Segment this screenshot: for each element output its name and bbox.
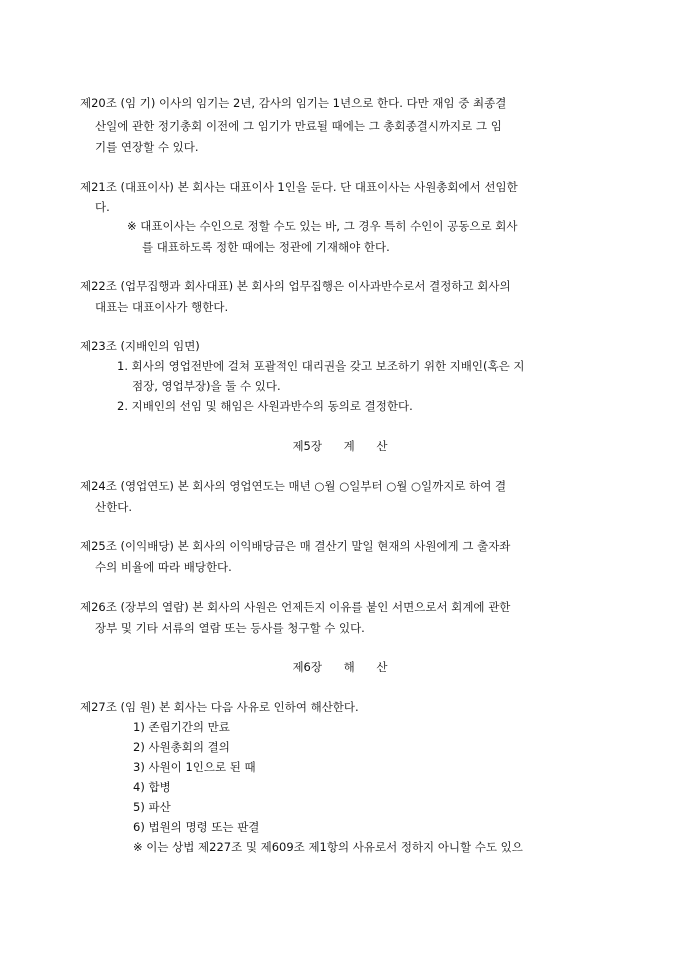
article-26-line-1: 제26조 (장부의 열람) 본 회사의 사원은 언제든지 이유를 붙인 서면으로서 회계에 관한 <box>80 600 511 614</box>
article-27-line-1: 제27조 (임 원) 본 회사는 다음 사유로 인하여 해산한다. <box>80 700 359 714</box>
article-27-item-5: 5) 파산 <box>133 800 171 814</box>
article-21-note-1: ※ 대표이사는 수인으로 정할 수도 있는 바, 그 경우 특히 수인이 공동으로 회사 <box>127 219 518 233</box>
article-27-item-2: 2) 사원총회의 결의 <box>133 740 230 754</box>
article-26-line-2: 장부 및 기타 서류의 열람 또는 등사를 청구할 수 있다. <box>95 621 365 635</box>
article-20-line-2: 산일에 관한 정기총회 이전에 그 임기가 만료될 때에는 그 총회종결시까지로 그 임 <box>95 119 502 133</box>
article-27-note: ※ 이는 상법 제227조 및 제609조 제1항의 사유로서 정하지 아니할 수도 있으 <box>133 840 523 854</box>
article-27-item-1: 1) 존립기간의 만료 <box>133 720 230 734</box>
article-23-item-1: 1. 회사의 영업전반에 걸쳐 포괄적인 대리권을 갖고 보조하기 위한 지배인(혹은 지 <box>117 359 525 373</box>
article-25-line-1: 제25조 (이익배당) 본 회사의 이익배당금은 매 결산기 말일 현재의 사원에게 그 출자좌 <box>80 539 511 553</box>
article-21-line-2: 다. <box>95 200 110 214</box>
article-24-line-1: 제24조 (영업연도) 본 회사의 영업연도는 매년 ○월 ○일부터 ○월 ○일까지로 하여 결 <box>80 479 507 493</box>
article-21-line-1: 제21조 (대표이사) 본 회사는 대표이사 1인을 둔다. 단 대표이사는 사원총회에서 선임한 <box>80 180 518 194</box>
article-25-line-2: 수의 비율에 따라 배당한다. <box>95 560 232 574</box>
article-22-line-2: 대표는 대표이사가 행한다. <box>95 300 229 314</box>
article-21-note-2: 를 대표하도록 정한 때에는 정관에 기재해야 한다. <box>142 240 390 254</box>
article-27-item-4: 4) 합병 <box>133 780 171 794</box>
article-27-item-3: 3) 사원이 1인으로 된 때 <box>133 760 256 774</box>
chapter-5-heading: 제5장 계 산 <box>292 439 388 453</box>
article-27-item-6: 6) 법원의 명령 또는 판결 <box>133 820 260 834</box>
article-23-item-2: 2. 지배인의 선임 및 해임은 사원과반수의 동의로 결정한다. <box>117 399 413 413</box>
article-23-line-1: 제23조 (지배인의 임면) <box>80 339 200 353</box>
article-20-line-1: 제20조 (임 기) 이사의 임기는 2년, 감사의 임기는 1년으로 한다. 다만 재임 중 최종결 <box>80 96 507 110</box>
article-20-line-3: 기를 연장할 수 있다. <box>95 140 199 154</box>
chapter-6-heading: 제6장 해 산 <box>292 660 388 674</box>
article-24-line-2: 산한다. <box>95 500 132 514</box>
article-22-line-1: 제22조 (업무집행과 회사대표) 본 회사의 업무집행은 이사과반수로서 결정하고 회사의 <box>80 279 511 293</box>
article-23-item-1-cont: 점장, 영업부장)을 둘 수 있다. <box>132 379 281 393</box>
